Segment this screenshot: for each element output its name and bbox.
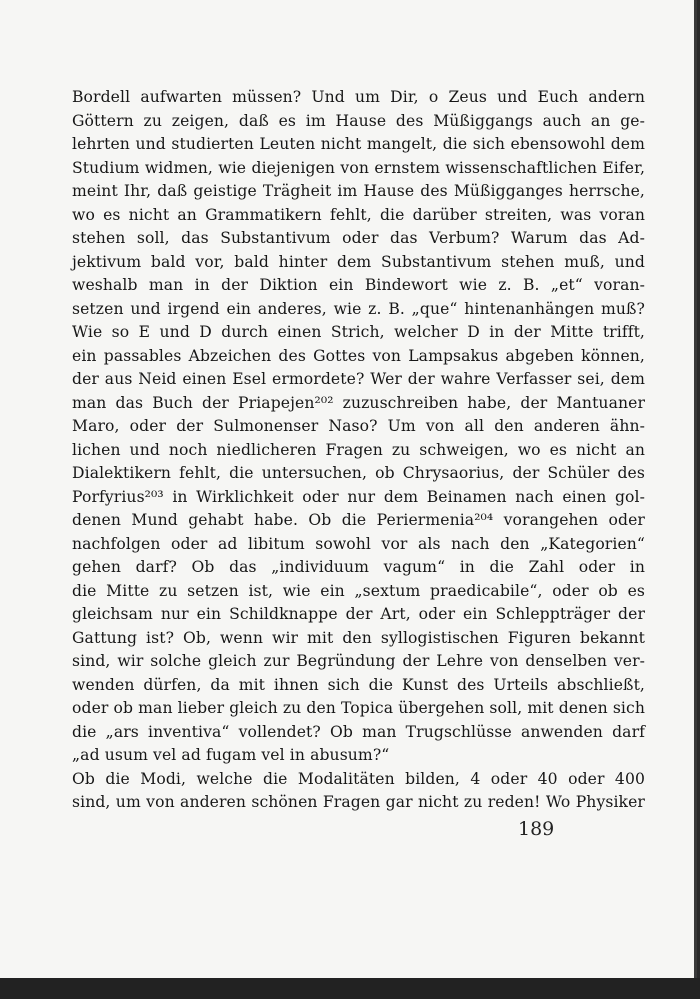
text-line: meint Ihr, daß geistige Trägheit im Hause des Müßigganges herrsche,: [72, 182, 645, 200]
text-line: die Mitte zu setzen ist, wie ein „sextum praedicabile“, oder ob es: [72, 581, 645, 600]
text-line: ein passables Abzeichen des Gottes von Lampsakus abgeben können,: [72, 346, 645, 365]
text-line: weshalb man in der Diktion ein Bindewort wie z. B. „et“ voran-: [72, 276, 645, 294]
body-text: [72, 86, 645, 815]
text-line: jektivum bald vor, bald hinter dem Substantivum stehen muß, und: [72, 252, 645, 271]
text-line: Porfyrius²⁰³ in Wirklichkeit oder nur dem Beinamen nach einen gol-: [72, 487, 645, 506]
text-line: Göttern zu zeigen, daß es im Hause des Müßiggangs auch an ge-: [72, 111, 645, 130]
text-line: setzen und irgend ein anderes, wie z. B. „que“ hintenanhängen muß?: [72, 299, 645, 318]
page-edge-shadow: [694, 0, 697, 978]
text-line: Dialektikern fehlt, die untersuchen, ob Chrysaorius, der Schüler des: [72, 464, 645, 482]
text-line: gehen darf? Ob das „individuum vagum“ in die Zahl oder in: [72, 558, 645, 576]
text-line: oder ob man lieber gleich zu den Topica übergehen soll, mit denen sich: [72, 699, 645, 717]
text-line: nachfolgen oder ad libitum sowohl vor als nach den „Kategorien“: [72, 534, 645, 553]
text-line: die „ars inventiva“ vollendet? Ob man Trugschlüsse anwenden darf: [72, 722, 645, 741]
page-number: 189: [518, 818, 555, 840]
text-line: Wie so E und D durch einen Strich, welcher D in der Mitte trifft,: [72, 323, 645, 341]
text-line: wo es nicht an Grammatikern fehlt, die darüber streiten, was voran: [72, 205, 645, 224]
text-line: man das Buch der Priapejen²⁰² zuzuschreiben habe, der Mantuaner: [72, 393, 645, 412]
paragraph-start-line: Ob die Modi, welche die Modalitäten bilden, 4 oder 40 oder 400: [72, 769, 645, 788]
text-line: der aus Neid einen Esel ermordete? Wer der wahre Verfasser sei, dem: [72, 370, 645, 388]
text-line: Bordell aufwarten müssen? Und um Dir, o Zeus und Euch andern: [72, 88, 645, 106]
text-line: Gattung ist? Ob, wenn wir mit den syllogistischen Figuren bekannt: [72, 628, 645, 647]
scan-border: [0, 978, 700, 999]
text-line: gleichsam nur ein Schildknappe der Art, oder ein Schleppträger der: [72, 605, 645, 623]
text-line: Maro, oder der Sulmonenser Naso? Um von all den anderen ähn-: [72, 417, 645, 435]
text-line: lichen und noch niedlicheren Fragen zu schweigen, wo es nicht an: [72, 440, 645, 459]
text-line: sind, wir solche gleich zur Begründung der Lehre von denselben ver-: [72, 652, 645, 670]
text-line: denen Mund gehabt habe. Ob die Periermenia²⁰⁴ vorangehen oder: [72, 511, 645, 529]
text-line: „ad usum vel ad fugam vel in abusum?“: [72, 746, 390, 764]
text-line: Studium widmen, wie diejenigen von ernstem wissenschaftlichen Eifer,: [72, 158, 645, 177]
text-line: sind, um von anderen schönen Fragen gar nicht zu reden! Wo Physiker: [72, 793, 645, 811]
text-line: stehen soll, das Substantivum oder das Verbum? Warum das Ad-: [72, 229, 645, 247]
text-line: wenden dürfen, da mit ihnen sich die Kunst des Urteils abschließt,: [72, 675, 645, 694]
text-line: lehrten und studierten Leuten nicht mangelt, die sich ebensowohl dem: [72, 135, 645, 153]
